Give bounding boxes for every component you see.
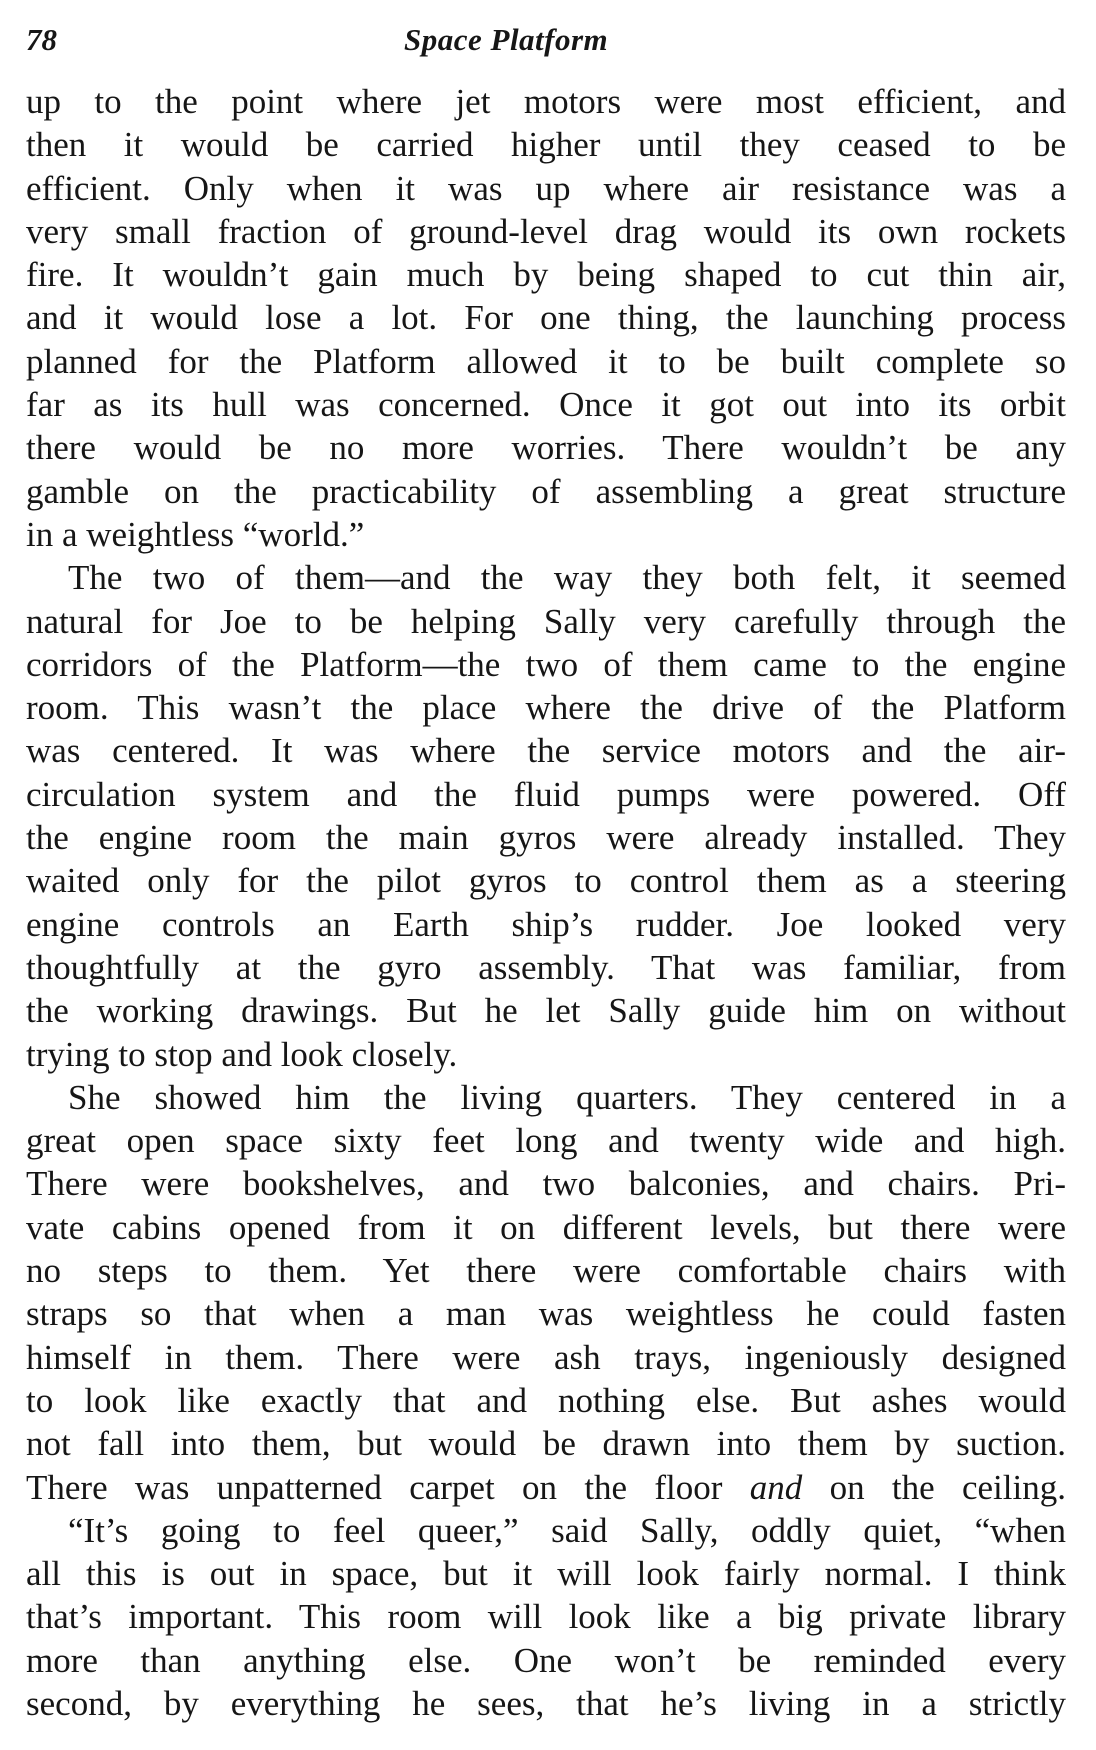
paragraph-4 — [26, 1509, 1066, 1725]
text-line: there would be no more worries. There wouldn’t be any — [26, 428, 1066, 468]
text-line: himself in them. There were ash trays, ingeniously designed — [26, 1337, 1066, 1377]
text-run: There was unpatterned carpet on the floor — [26, 1467, 750, 1507]
text-line: fire. It wouldn’t gain much by being shaped to cut thin air, — [26, 255, 1066, 295]
body-text — [26, 80, 1066, 1725]
text-line: and it would lose a lot. For one thing, the launching process — [26, 298, 1066, 338]
text-line: corridors of the Platform—the two of them came to the engine — [26, 644, 1066, 684]
text-line: the engine room the main gyros were already installed. They — [26, 818, 1066, 858]
text-line: in a weightless “world.” — [26, 514, 365, 554]
text-line: trying to stop and look closely. — [26, 1034, 458, 1074]
text-line: that’s important. This room will look like a big private library — [26, 1597, 1066, 1637]
text-line: straps so that when a man was weightless he could fasten — [26, 1294, 1066, 1334]
text-line: great open space sixty feet long and twenty wide and high. — [26, 1121, 1066, 1161]
text-line: second, by everything he sees, that he’s living in a strictly — [26, 1683, 1066, 1723]
emphasized-word: and — [749, 1467, 803, 1507]
text-line: waited only for the pilot gyros to control them as a steering — [26, 861, 1066, 901]
text-line: all this is out in space, but it will look fairly normal. I think — [26, 1554, 1066, 1594]
paragraph-3 — [26, 1076, 1066, 1509]
text-line: far as its hull was concerned. Once it got out into its orbit — [26, 385, 1066, 425]
text-line: gamble on the practicability of assembling a great structure — [26, 471, 1066, 511]
text-line: The two of them—and the way they both felt, it seemed — [68, 558, 1066, 598]
text-line: very small fraction of ground-level drag would its own rockets — [26, 211, 1066, 251]
text-line: “It’s going to feel queer,” said Sally, oddly quiet, “when — [68, 1510, 1066, 1550]
text-line: room. This wasn’t the place where the drive of the Platform — [26, 688, 1066, 728]
text-line: engine controls an Earth ship’s rudder. Joe looked very — [26, 904, 1066, 944]
text-line: no steps to them. Yet there were comfortable chairs with — [26, 1251, 1066, 1291]
text-line: more than anything else. One won’t be reminded every — [26, 1640, 1066, 1680]
page-number: 78 — [26, 22, 57, 57]
text-line-with-emphasis — [26, 1466, 1066, 1509]
text-line: was centered. It was where the service motors and the air- — [26, 731, 1066, 771]
text-line: then it would be carried higher until they ceased to be — [26, 125, 1066, 165]
text-line: natural for Joe to be helping Sally very carefully through the — [26, 601, 1066, 641]
text-line: to look like exactly that and nothing else. But ashes would — [26, 1380, 1066, 1420]
paragraph-1 — [26, 80, 1066, 556]
text-run: on the ceiling. — [802, 1467, 1066, 1507]
text-line: circulation system and the fluid pumps were powered. Off — [26, 774, 1066, 814]
running-title: Space Platform — [404, 22, 609, 57]
text-line: thoughtfully at the gyro assembly. That was familiar, from — [26, 947, 1066, 987]
text-line: efficient. Only when it was up where air resistance was a — [26, 168, 1066, 208]
text-line: She showed him the living quarters. They centered in a — [68, 1077, 1066, 1117]
text-line: planned for the Platform allowed it to be built complete so — [26, 341, 1066, 381]
page-header — [26, 22, 1066, 66]
text-line: up to the point where jet motors were most efficient, and — [26, 82, 1066, 121]
text-line: not fall into them, but would be drawn into them by suction. — [26, 1424, 1066, 1464]
paragraph-2 — [26, 556, 1066, 1076]
text-line: the working drawings. But he let Sally guide him on without — [26, 991, 1066, 1031]
text-line: vate cabins opened from it on different levels, but there were — [26, 1207, 1066, 1247]
text-line: There were bookshelves, and two balconies, and chairs. Pri- — [26, 1164, 1066, 1204]
